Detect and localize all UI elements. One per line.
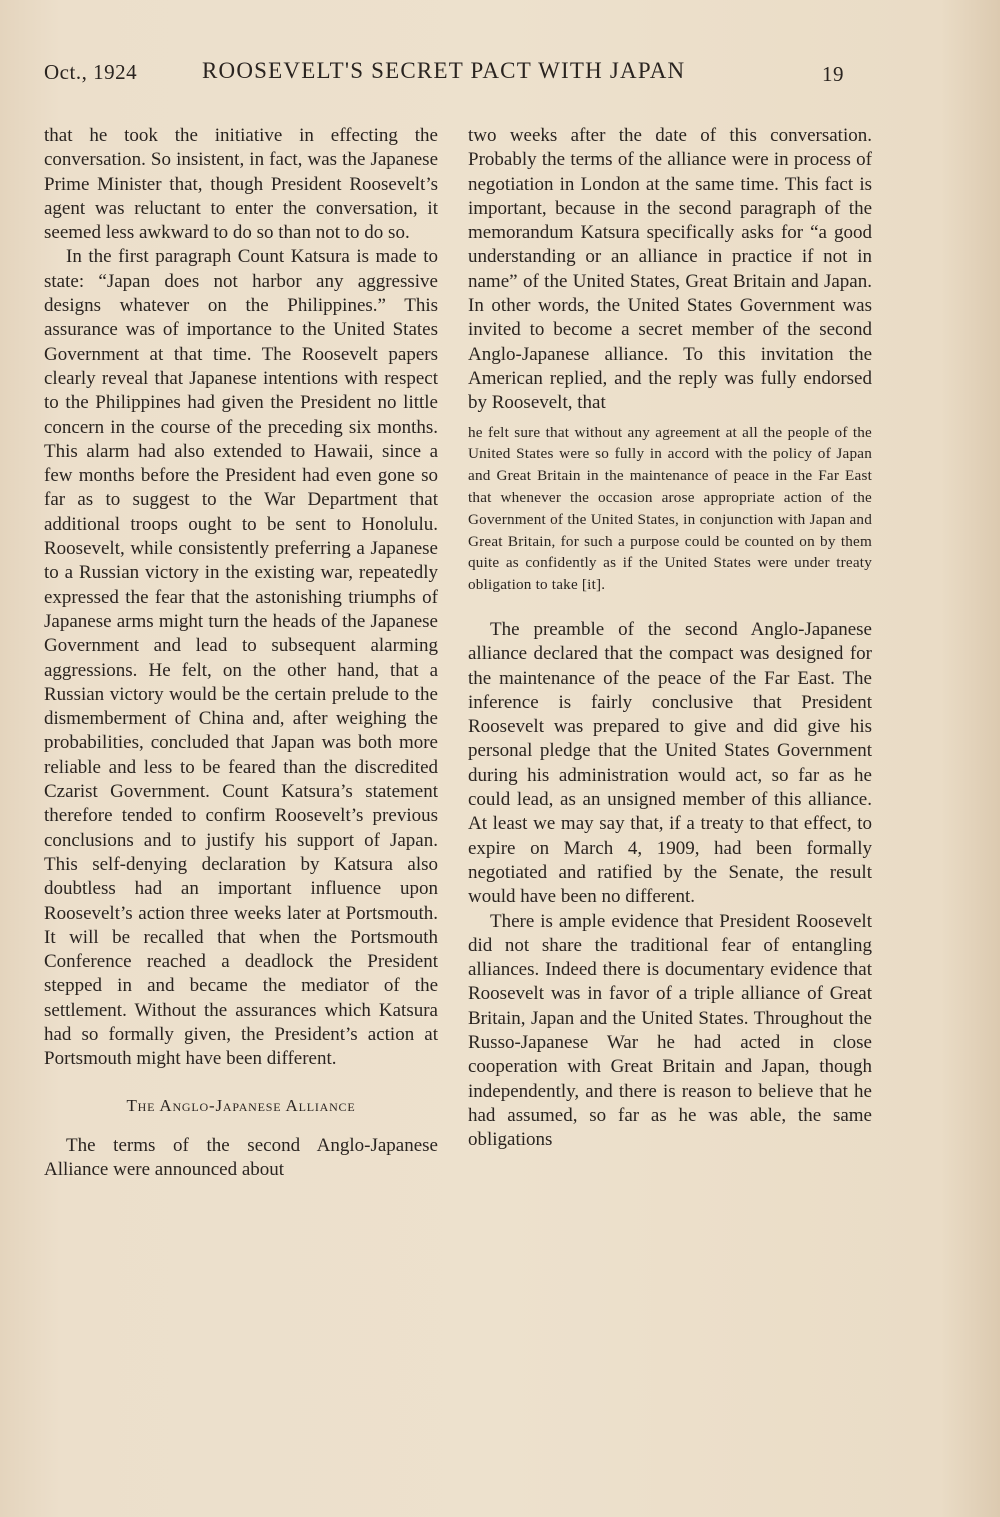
issue-date: Oct., 1924	[44, 60, 138, 84]
left-paragraph-3: The terms of the second Anglo-Japanese Alliance were announced about	[44, 1134, 438, 1181]
left-column	[44, 124, 438, 1182]
block-quote: he felt sure that without any agreement at all the people of the United States were so fully in accord with the policy of Japan and Great Britain in the maintenance of peace in the Far East that whenever the occasion arose appropriate action of the Government of the United States, in conjunction with Japan and Great Britain, for such a purpose could be counted on by them quite as confidently as if the United States were under treaty obligation to take [it].	[468, 423, 872, 594]
right-paragraph-3: There is ample evidence that President Roosevelt did not share the traditional fear of entangling alliances. Indeed there is documentary evidence that Roosevelt was in favor of a triple alliance of Great Britain, Japan and the United States. Throughout the Russo-Japanese War he had acted in close cooperation with Great Britain and Japan, though independently, and there is reason to believe that he had assumed, so far as he was able, the same obligations	[468, 910, 872, 1151]
right-paragraph-1: two weeks after the date of this conversation. Probably the terms of the alliance were in process of negotiation in London at the same time. This fact is important, because in the second paragraph of the memorandum Katsura specifically asks for “a good understanding or an alliance in practice if not in name” of the United States, Great Britain and Japan. In other words, the United States Government was invited to become a secret member of the second Anglo-Japanese alliance. To this invitation the American replied, and the reply was fully endorsed by Roosevelt, that	[468, 125, 872, 414]
running-head	[44, 56, 864, 90]
page-number: 19	[822, 62, 844, 86]
article-title: ROOSEVELT'S SECRET PACT WITH JAPAN	[202, 58, 686, 83]
section-heading: The Anglo-Japanese Alliance	[126, 1095, 356, 1115]
right-column	[468, 124, 872, 1152]
left-paragraph-1: that he took the initiative in effecting the conversation. So insistent, in fact, was the Japanese Prime Minister that, though President Roosevelt’s agent was reluctant to enter the conversation, it seemed less awkward to do so than not to do so.	[44, 125, 438, 244]
left-paragraph-2: In the first paragraph Count Katsura is made to state: “Japan does not harbor any aggressive designs whatever on the Philippines.” This assurance was of importance to the United States Government at that time. The Roosevelt papers clearly reveal that Japanese intentions with respect to the Philippines had given the President no little concern in the course of the preceding six months. This alarm had also extended to Hawaii, since a few months before the President had even gone so far as to suggest to the War Department that additional troops ought to be sent to Honolulu. Roosevelt, while consistently preferring a Japanese to a Russian victory in the existing war, repeatedly expressed the fear that the astonishing triumphs of Japanese arms might turn the heads of the Japanese Government and lead to subsequent alarming aggressions. He felt, on the other hand, that a Russian victory would be the certain prelude to the dismemberment of China and, after weighing the probabilities, concluded that Japan was both more reliable and less to be feared than the discredited Czarist Government. Count Katsura’s statement therefore tended to confirm Roosevelt’s previous conclusions and to justify his support of Japan. This self-denying declaration by Katsura also doubtless had an important influence upon Roosevelt’s action three weeks later at Portsmouth. It will be recalled that when the Portsmouth Conference reached a deadlock the President stepped in and became the mediator of the settlement. Without the assurances which Katsura had so formally given, the President’s action at Portsmouth might have been different.	[44, 246, 438, 1070]
right-paragraph-2: The preamble of the second Anglo-Japanese alliance declared that the compact was designed for the maintenance of the peace of the Far East. The inference is fairly conclusive that President Roosevelt was prepared to give and did give his personal pledge that the United States Government during his administration would act, so far as he could lead, as an unsigned member of this alliance. At least we may say that, if a treaty to that effect, to expire on March 4, 1909, had been formally negotiated and ratified by the Senate, the result would have been no different.	[468, 618, 872, 908]
